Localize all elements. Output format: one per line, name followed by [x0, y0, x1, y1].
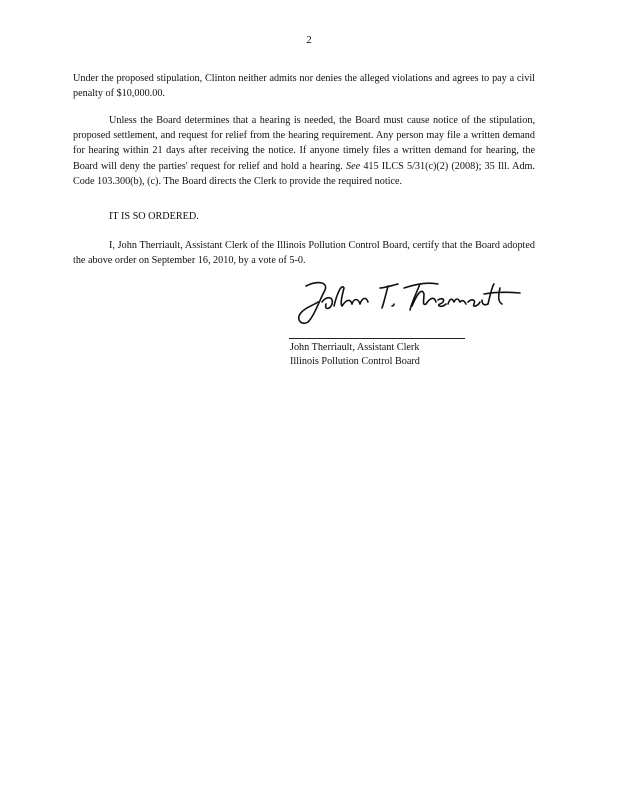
signatory-organization: Illinois Pollution Control Board [290, 356, 420, 367]
signature-line [289, 338, 465, 339]
signatory-name: John Therriault, Assistant Clerk [290, 342, 420, 353]
page-number: 2 [306, 34, 312, 46]
certification-paragraph: I, John Therriault, Assistant Clerk of the Illinois Pollution Control Board, certify that the Board adopted the above order on September 16, 2010, by a vote of 5-0. [73, 240, 535, 267]
handwritten-signature [288, 276, 528, 328]
ordered-statement: IT IS SO ORDERED. [109, 211, 199, 222]
see-citation-signal: See [346, 160, 361, 172]
hearing-notice-paragraph [73, 113, 535, 189]
stipulation-paragraph: Under the proposed stipulation, Clinton neither admits nor denies the alleged violations and agrees to pay a civil penalty of $10,000.00. [73, 73, 535, 100]
hearing-notice-text: Unless the Board determines that a hearing is needed, the Board must cause notice of the stipulation, proposed settlement, and request for relief from the hearing requirement. Any person may file a written demand for hearing within 21 days after receiving the notice. If anyone timely files a written demand for hearing, the Board will deny the parties' request for relief and hold a hearing. [73, 115, 535, 172]
hearing-notice-citation: 415 ILCS 5/31(c)(2) (2008); 35 Ill. Adm. Code 103.300(b), (c). The Board directs the Clerk to provide the required notice. [73, 160, 536, 187]
